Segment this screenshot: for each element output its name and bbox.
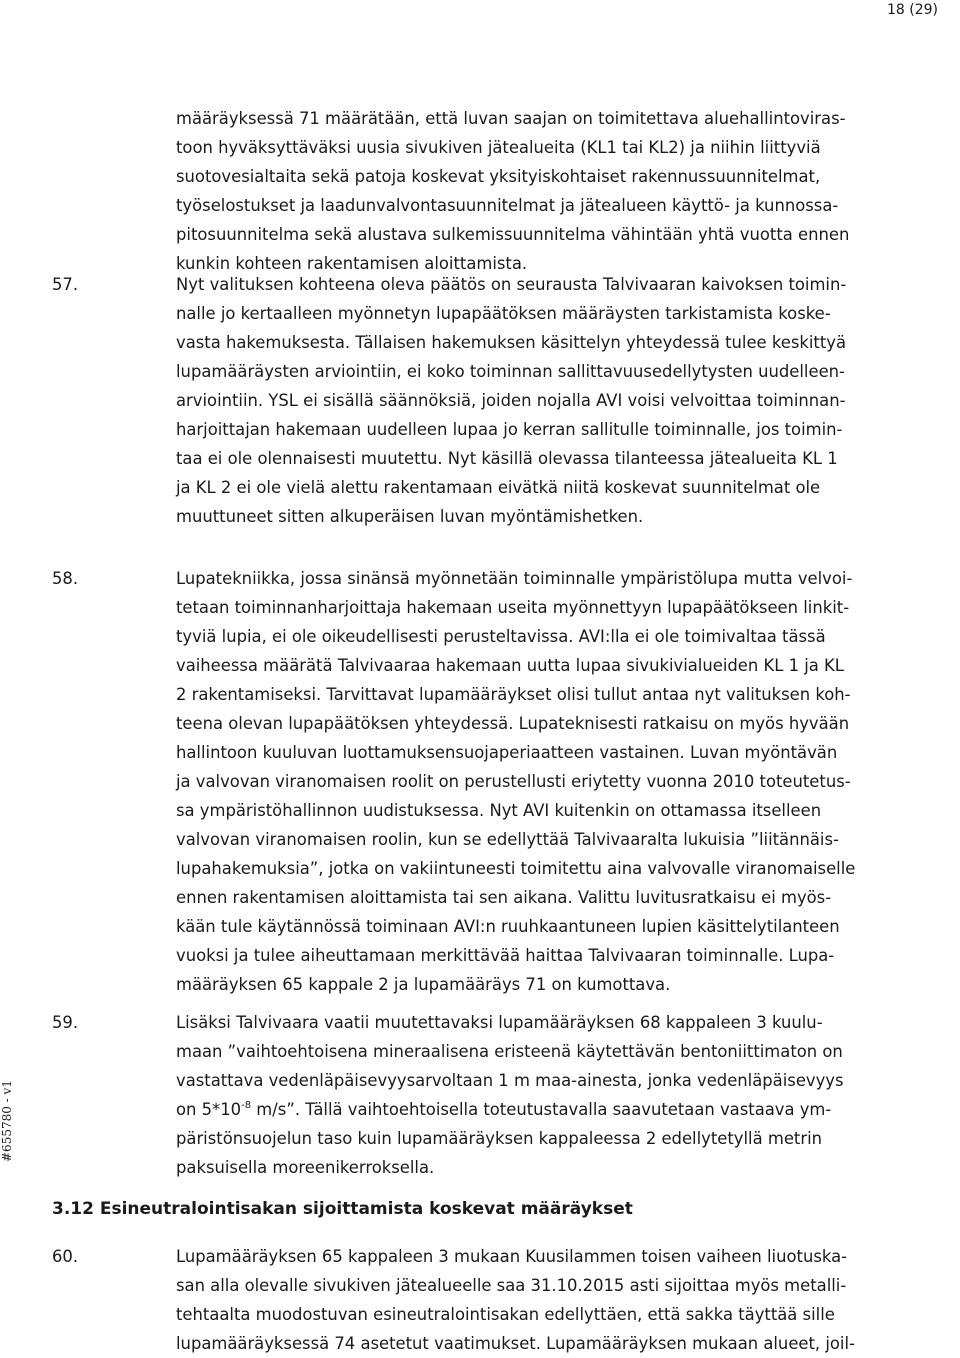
text-line: teena olevan lupapäätöksen yhteydessä. Lupateknisesti ratkaisu on myös hyvään <box>176 714 850 733</box>
text-line: Lisäksi Talvivaara vaatii muutettavaksi lupamääräyksen 68 kappaleen 3 kuulu- <box>176 1013 823 1032</box>
text-line: työselostukset ja laadunvalvontasuunnitelmat ja jätealueen käyttö- ja kunnossa- <box>176 196 839 215</box>
text-line: paksuisella moreenikerroksella. <box>176 1158 435 1177</box>
paragraph-59 <box>176 1008 952 1182</box>
paragraph-number-60: 60. <box>52 1247 79 1266</box>
text-line: sa ympäristöhallinnon uudistuksessa. Nyt AVI kuitenkin on ottamassa itselleen <box>176 801 822 820</box>
text-line: suotovesialtaita sekä patoja koskevat yksityiskohtaiset rakennussuunnitelmat, <box>176 167 821 186</box>
text-line: kään tule käytännössä toiminaan AVI:n ruuhkaantuneen lupien käsittelytilanteen <box>176 917 840 936</box>
paragraph-number-58: 58. <box>52 569 79 588</box>
text-line: määräyksessä 71 määrätään, että luvan saajan on toimitettava aluehallintoviras- <box>176 109 846 128</box>
text-fragment: m/s”. Tällä vaihtoehtoisella toteutustavalla saavutetaan vastaava ym- <box>251 1100 832 1119</box>
text-line: lupamääräysten arviointiin, ei koko toiminnan sallittavuusedellytysten uudelleen- <box>176 362 845 381</box>
text-line: tyviä lupia, ei ole oikeudellisesti perusteltavissa. AVI:lla ei ole toimivaltaa tässä <box>176 627 826 646</box>
text-line: tetaan toiminnanharjoittaja hakemaan useita myönnettyyn lupapäätökseen linkit- <box>176 598 850 617</box>
text-line: toon hyväksyttäväksi uusia sivukiven jätealueita (KL1 tai KL2) ja niihin liittyviä <box>176 138 821 157</box>
text-line: kunkin kohteen rakentamisen aloittamista. <box>176 254 528 273</box>
text-line: ennen rakentamisen aloittamista tai sen aikana. Valittu luvitusratkaisu ei myös- <box>176 888 832 907</box>
text-line: Lupatekniikka, jossa sinänsä myönnetään toiminnalle ympäristölupa mutta velvoi- <box>176 569 853 588</box>
text-line: 2 rakentamiseksi. Tarvittavat lupamääräykset olisi tullut antaa nyt valituksen koh- <box>176 685 851 704</box>
text-line: muuttuneet sitten alkuperäisen luvan myöntämishetken. <box>176 507 644 526</box>
text-line: hallintoon kuuluvan luottamuksensuojaperiaatteen vastainen. Luvan myöntävän <box>176 743 838 762</box>
text-line: vastattava vedenläpäisevyysarvoltaan 1 m maa-ainesta, jonka vedenläpäisevyys <box>176 1071 844 1090</box>
paragraph-number-57: 57. <box>52 275 79 294</box>
text-line: vaiheessa määrätä Talvivaaraa hakemaan uutta lupaa sivukivialueiden KL 1 ja KL <box>176 656 844 675</box>
text-line: arviointiin. YSL ei sisällä säännöksiä, joiden nojalla AVI voisi velvoittaa toiminnan- <box>176 391 846 410</box>
text-line: ja KL 2 ei ole vielä alettu rakentamaan eivätkä niitä koskevat suunnitelmat ole <box>176 478 821 497</box>
text-line: harjoittajan hakemaan uudelleen lupaa jo kerran sallitulle toiminnalle, jos toimin- <box>176 420 843 439</box>
text-line: valvovan viranomaisen roolin, kun se edellyttää Talvivaaralta lukuisia ”liitännäis- <box>176 830 839 849</box>
text-line: lupamääräyksessä 74 asetetut vaatimukset. Lupamääräyksen mukaan alueet, joil- <box>176 1334 855 1353</box>
text-line: maan ”vaihtoehtoisena mineraalisena eristeenä käytettävän bentoniittimaton on <box>176 1042 843 1061</box>
paragraph-number-59: 59. <box>52 1013 79 1032</box>
text-line: ja valvovan viranomaisen roolit on perustellusti eriytetty vuonna 2010 toteutetus- <box>176 772 851 791</box>
text-fragment: on 5*10 <box>176 1100 242 1119</box>
text-line: päristönsuojelun taso kuin lupamääräyksen kappaleessa 2 edellytetyllä metrin <box>176 1129 823 1148</box>
text-line: vuoksi ja tulee aiheuttamaan merkittävää haittaa Talvivaaran toiminnalle. Lupa- <box>176 946 835 965</box>
text-line: pitosuunnitelma sekä alustava sulkemissuunnitelma vähintään yhtä vuotta ennen <box>176 225 850 244</box>
document-id: #655780 - v1 <box>0 1080 14 1162</box>
text-line: vasta hakemuksesta. Tällaisen hakemuksen käsittelyn yhteydessä tulee keskittyä <box>176 333 847 352</box>
text-line: Lupamääräyksen 65 kappaleen 3 mukaan Kuusilammen toisen vaiheen liuotuska- <box>176 1247 848 1266</box>
text-line: san alla olevalle sivukiven jätealueelle saa 31.10.2015 asti sijoittaa myös metalli- <box>176 1276 847 1295</box>
text-line: määräyksen 65 kappale 2 ja lupamääräys 71 on kumottava. <box>176 975 671 994</box>
text-line: lupahakemuksia”, jotka on vakiintuneesti toimitettu aina valvovalle viranomaiselle <box>176 859 856 878</box>
section-heading: 3.12 Esineutralointisakan sijoittamista koskevat määräykset <box>52 1199 633 1219</box>
page-number: 18 (29) <box>886 2 938 18</box>
text-line: Nyt valituksen kohteena oleva päätös on seurausta Talvivaaran kaivoksen toimin- <box>176 275 847 294</box>
paragraph-57 <box>176 270 952 531</box>
paragraph-58 <box>176 564 952 999</box>
text-line <box>176 1095 952 1124</box>
text-line: taa ei ole olennaisesti muutettu. Nyt käsillä olevassa tilanteessa jätealueita KL 1 <box>176 449 838 468</box>
superscript-exponent: -8 <box>241 1100 252 1111</box>
text-line: tehtaalta muodostuvan esineutralointisakan edellyttäen, että sakka täyttää sille <box>176 1305 835 1324</box>
intro-paragraph <box>176 104 952 278</box>
text-line: nalle jo kertaalleen myönnetyn lupapäätöksen määräysten tarkistamista koske- <box>176 304 831 323</box>
paragraph-60 <box>176 1242 952 1358</box>
